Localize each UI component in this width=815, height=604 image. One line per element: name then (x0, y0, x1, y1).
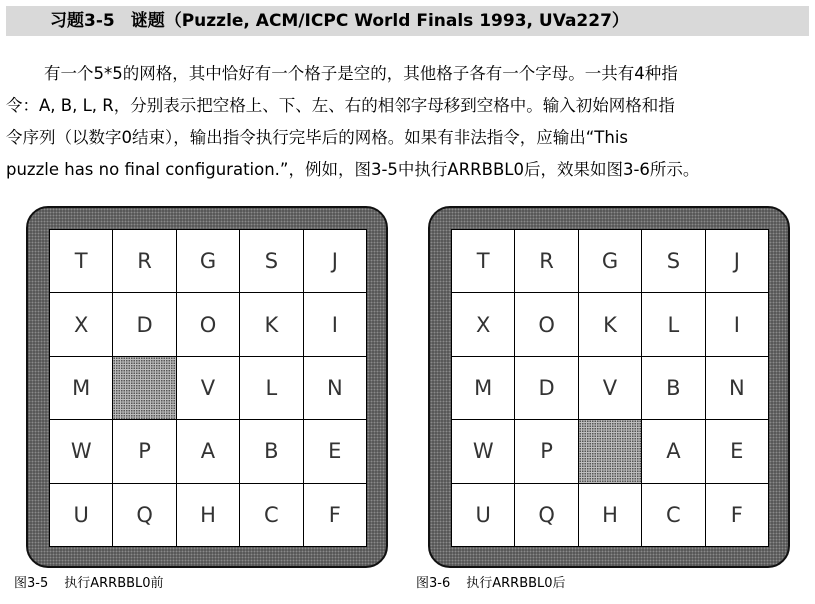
grid-cell: P (113, 420, 175, 482)
figure-number: 图3-6 (416, 576, 451, 591)
grid-cell: V (177, 357, 239, 419)
grid-cell: D (515, 357, 577, 419)
grid-cell: M (452, 357, 514, 419)
grid-cell: U (50, 484, 112, 546)
paragraph-line: puzzle has no final configuration.”，例如，图3-5中执行ARRBBL0后，效果如图3-6所示。 (6, 160, 700, 179)
grid-cell: I (304, 293, 366, 355)
exercise-title (6, 6, 809, 36)
grid-cell: L (240, 357, 302, 419)
grid-cell: S (642, 230, 704, 292)
grid-cell: C (642, 484, 704, 546)
grid-cell: B (240, 420, 302, 482)
puzzle-figure-before (26, 206, 388, 568)
grid-cell: H (177, 484, 239, 546)
empty-cell (579, 420, 641, 482)
puzzle-grid-after (451, 229, 769, 547)
grid-cell: T (452, 230, 514, 292)
grid-cell: A (642, 420, 704, 482)
grid-cell: N (304, 357, 366, 419)
grid-cell: W (50, 420, 112, 482)
empty-cell (113, 357, 175, 419)
grid-cell: V (579, 357, 641, 419)
grid-cell: T (50, 230, 112, 292)
exercise-title-text: 谜题（Puzzle, ACM/ICPC World Finals 1993, UVa227） (130, 11, 629, 31)
grid-cell: Q (515, 484, 577, 546)
grid-cell: I (706, 293, 768, 355)
grid-cell: C (240, 484, 302, 546)
grid-cell: G (579, 230, 641, 292)
grid-cell: F (706, 484, 768, 546)
figure-caption-before (14, 572, 164, 591)
figure-number: 图3-5 (14, 576, 49, 591)
grid-cell: D (113, 293, 175, 355)
grid-cell: F (304, 484, 366, 546)
figure-caption-after (416, 572, 566, 591)
grid-cell: E (304, 420, 366, 482)
grid-cell: X (50, 293, 112, 355)
puzzle-figure-after (428, 206, 790, 568)
grid-cell: M (50, 357, 112, 419)
grid-cell: U (452, 484, 514, 546)
problem-description (6, 58, 809, 186)
grid-cell: P (515, 420, 577, 482)
grid-cell: H (579, 484, 641, 546)
grid-cell: R (515, 230, 577, 292)
grid-cell: L (642, 293, 704, 355)
grid-cell: O (177, 293, 239, 355)
grid-cell: J (304, 230, 366, 292)
paragraph-line: 令序列（以数字0结束），输出指令执行完毕后的网格。如果有非法指令，应输出“This (6, 128, 629, 147)
grid-cell: J (706, 230, 768, 292)
grid-cell: W (452, 420, 514, 482)
paragraph-line: 令：A, B, L, R，分别表示把空格上、下、左、右的相邻字母移到空格中。输入初始网格和指 (6, 96, 675, 115)
grid-cell: E (706, 420, 768, 482)
puzzle-grid-before (49, 229, 367, 547)
paragraph-line: 有一个5*5的网格，其中恰好有一个格子是空的，其他格子各有一个字母。一共有4种指 (44, 64, 678, 83)
grid-cell: X (452, 293, 514, 355)
grid-cell: B (642, 357, 704, 419)
grid-cell: O (515, 293, 577, 355)
grid-cell: Q (113, 484, 175, 546)
grid-cell: A (177, 420, 239, 482)
grid-cell: N (706, 357, 768, 419)
grid-cell: S (240, 230, 302, 292)
grid-cell: K (240, 293, 302, 355)
grid-cell: G (177, 230, 239, 292)
grid-cell: R (113, 230, 175, 292)
grid-cell: K (579, 293, 641, 355)
exercise-number: 习题3-5 (50, 11, 115, 31)
figure-caption-text: 执行ARRBBL0后 (466, 576, 566, 591)
figure-caption-text: 执行ARRBBL0前 (64, 576, 164, 591)
